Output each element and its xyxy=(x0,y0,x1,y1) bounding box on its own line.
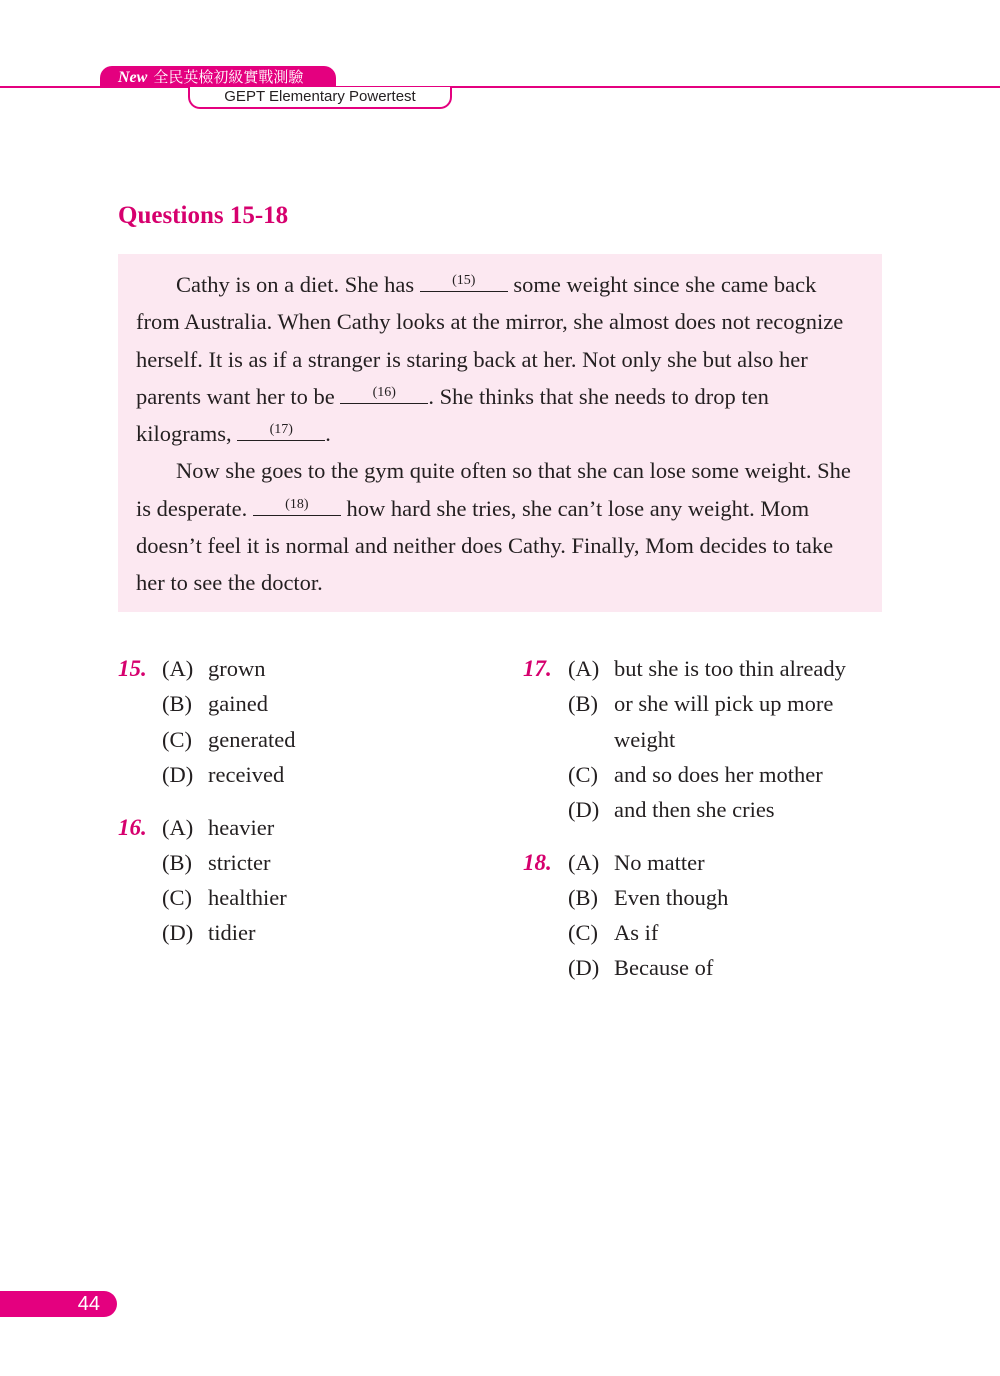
question-number: 16. xyxy=(118,815,147,840)
blank-17 xyxy=(237,420,325,441)
option-text: generated xyxy=(208,727,296,752)
blank-label: (15) xyxy=(452,273,476,288)
passage-text: Now she goes to the gym quite often so that she can lose some weight. She is desperate. xyxy=(136,458,851,521)
option-letter: (D) xyxy=(568,955,600,980)
option-text: No matter xyxy=(614,850,705,875)
option-letter: (B) xyxy=(162,850,192,875)
option-text: gained xyxy=(208,691,268,716)
blank-label: (16) xyxy=(372,384,396,400)
question-number: 15. xyxy=(118,656,147,681)
blank-18 xyxy=(253,495,341,516)
option-16-b[interactable] xyxy=(162,850,270,876)
question-number: 18. xyxy=(523,850,552,875)
option-letter: (B) xyxy=(162,691,192,716)
option-15-b[interactable] xyxy=(162,691,268,717)
series-title: 全民英檢初級實戰測驗 xyxy=(153,68,304,86)
option-letter: (A) xyxy=(568,850,600,875)
series-logo: New xyxy=(118,69,148,86)
blank-label: (18) xyxy=(285,496,309,512)
option-letter: (A) xyxy=(162,815,194,840)
option-letter: (A) xyxy=(162,656,194,681)
option-17-b-continued xyxy=(614,727,675,753)
blank-label: (17) xyxy=(269,422,293,438)
option-letter: (C) xyxy=(162,885,192,910)
option-text: grown xyxy=(208,656,266,681)
option-15-c[interactable] xyxy=(162,727,295,753)
section-title: Questions 15-18 xyxy=(118,202,289,229)
option-17-b[interactable] xyxy=(568,691,833,717)
option-letter: (D) xyxy=(162,762,194,787)
option-17-d[interactable] xyxy=(568,797,775,823)
passage-text: some weight since she came back from Australia. When Cathy looks at the mirror, she almost does not recognize herself. It is as if a stranger is staring back at her. Not only she but also her parents want her to be xyxy=(136,272,844,409)
option-letter: (B) xyxy=(568,885,598,910)
option-15-a[interactable] xyxy=(162,656,266,682)
option-letter: (D) xyxy=(162,920,194,945)
blank-16 xyxy=(340,383,428,404)
option-text: and then she cries xyxy=(614,797,775,822)
option-text: tidier xyxy=(208,920,256,945)
option-text: heavier xyxy=(208,815,275,840)
book-subtitle: GEPT Elementary Powertest xyxy=(188,87,452,109)
blank-15 xyxy=(420,271,508,292)
question-number: 17. xyxy=(523,656,552,681)
page-number: 44 xyxy=(0,1291,117,1317)
passage-paragraph-1 xyxy=(136,266,864,452)
option-letter: (B) xyxy=(568,691,598,716)
option-17-a[interactable] xyxy=(568,656,846,682)
series-banner xyxy=(100,66,336,88)
option-text: but she is too thin already xyxy=(614,656,846,681)
passage-text: Cathy is on a diet. She has xyxy=(176,272,420,297)
option-text: or she will pick up more xyxy=(614,691,834,716)
option-text: Even though xyxy=(614,885,729,910)
option-letter: (C) xyxy=(568,920,598,945)
option-16-d[interactable] xyxy=(162,920,255,946)
option-18-c[interactable] xyxy=(568,920,658,946)
option-text: stricter xyxy=(208,850,271,875)
option-15-d[interactable] xyxy=(162,762,284,788)
passage-text: how hard she tries, she can’t lose any weight. Mom doesn’t feel it is normal and neither does Cathy. Finally, Mom decides to take her to see the doctor. xyxy=(136,495,834,596)
option-text: healthier xyxy=(208,885,287,910)
option-16-c[interactable] xyxy=(162,885,287,911)
passage-text: . xyxy=(325,421,331,447)
option-text: As if xyxy=(614,920,659,945)
option-text: Because of xyxy=(614,955,714,980)
option-18-a[interactable] xyxy=(568,850,705,876)
option-18-b[interactable] xyxy=(568,885,728,911)
option-text: and so does her mother xyxy=(614,762,823,787)
passage-box xyxy=(118,254,882,612)
option-text: received xyxy=(208,762,285,787)
passage-paragraph-2 xyxy=(136,452,864,601)
option-letter: (A) xyxy=(568,656,600,681)
option-letter: (C) xyxy=(568,762,598,787)
option-16-a[interactable] xyxy=(162,815,274,841)
option-17-c[interactable] xyxy=(568,762,823,788)
option-letter: (C) xyxy=(162,727,192,752)
option-text: weight xyxy=(614,727,676,752)
passage-text: . She thinks that she needs to drop ten kilograms, xyxy=(136,383,769,447)
option-letter: (D) xyxy=(568,797,600,822)
option-18-d[interactable] xyxy=(568,955,713,981)
